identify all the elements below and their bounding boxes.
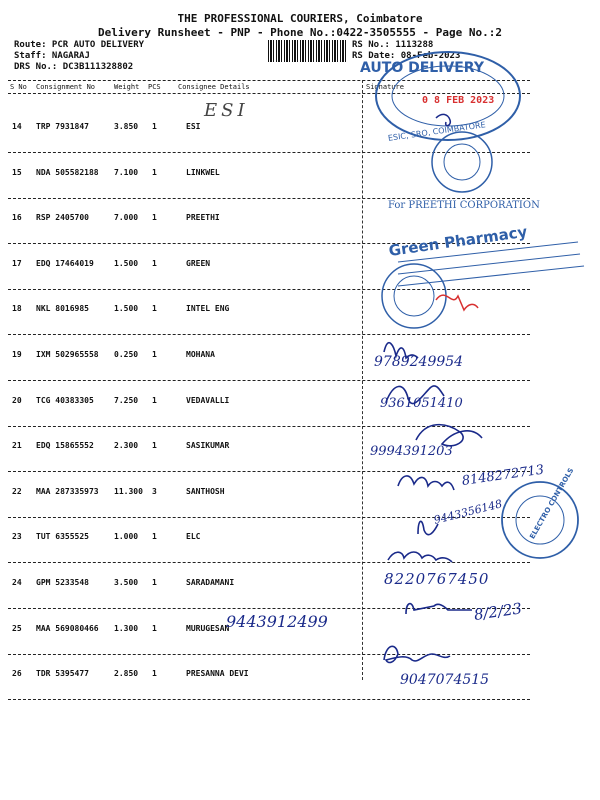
handwritten-phone-21: 9994391203 <box>370 444 453 459</box>
row-separator <box>8 198 530 199</box>
rs-date: RS Date: 08-Feb-2023 <box>352 51 461 61</box>
row-weight: 2.300 <box>114 441 139 450</box>
row-consignee: GREEN <box>186 259 211 268</box>
handwritten-esi: ESI <box>204 100 249 121</box>
handwritten-phone-20: 9361051410 <box>380 396 463 411</box>
preethi-corp-stamp: For PREETHI CORPORATION <box>388 200 540 211</box>
row-pcs: 1 <box>152 213 157 222</box>
row-consignment-no: MAA 569080466 <box>36 624 99 633</box>
row-separator <box>8 699 530 700</box>
route-label: Route: PCR AUTO DELIVERY <box>14 40 145 50</box>
row-weight: 3.850 <box>114 122 139 131</box>
staff-label: Staff: NAGARAJ <box>14 51 90 61</box>
row-consignment-no: TRP 7931847 <box>36 122 89 131</box>
intel-signature-mark <box>436 295 478 310</box>
row-weight: 7.100 <box>114 168 139 177</box>
row-pcs: 1 <box>152 441 157 450</box>
row-weight: 1.500 <box>114 304 139 313</box>
row-consignment-no: EDQ 17464019 <box>36 259 94 268</box>
row-pcs: 1 <box>152 669 157 678</box>
row-pcs: 1 <box>152 168 157 177</box>
received-date-stamp: 0 8 FEB 2023 <box>422 95 495 106</box>
row-consignee: SANTHOSH <box>186 487 225 496</box>
row-consignment-no: TCG 40383305 <box>36 396 94 405</box>
auto-delivery-stamp-text: AUTO DELIVERY <box>360 60 484 76</box>
handwritten-phone-23: 9443356148 <box>432 497 504 527</box>
row-sno: 22 <box>12 487 22 496</box>
row-separator <box>8 289 530 290</box>
row-sno: 14 <box>12 122 22 131</box>
row-separator <box>8 426 530 427</box>
row-consignee: LINKWEL <box>186 168 220 177</box>
row-sno: 18 <box>12 304 22 313</box>
row-pcs: 1 <box>152 259 157 268</box>
row-consignment-no: GPM 5233548 <box>36 578 89 587</box>
row-sno: 25 <box>12 624 22 633</box>
row-sno: 19 <box>12 350 22 359</box>
row-separator <box>8 243 530 244</box>
row-pcs: 1 <box>152 396 157 405</box>
row-separator <box>8 471 530 472</box>
handwritten-phone-26: 9047074515 <box>400 672 490 688</box>
electro-controls-round-stamp <box>502 482 578 558</box>
row-pcs: 1 <box>152 532 157 541</box>
header-rule-top <box>8 80 530 81</box>
row-consignee: SASIKUMAR <box>186 441 230 450</box>
electro-controls-stamp-text: ELECTRO CONTROLS <box>528 466 576 541</box>
barcode <box>268 40 348 62</box>
row-consignment-no: RSP 2405700 <box>36 213 89 222</box>
row-separator <box>8 334 530 335</box>
col-signature: Signature <box>366 83 404 91</box>
intel-round-stamp <box>382 264 446 328</box>
handwritten-date-25: 8/2/23 <box>472 599 524 624</box>
drs-number: DRS No.: DC3B111328802 <box>14 62 134 72</box>
row-pcs: 3 <box>152 487 157 496</box>
row-consignee: PRESANNA DEVI <box>186 669 249 678</box>
row-consignee: MURUGESAN <box>186 624 230 633</box>
row-consignment-no: NDA 505582188 <box>36 168 99 177</box>
row-consignee: MOHANA <box>186 350 215 359</box>
handwritten-phone-19: 9789249954 <box>374 354 464 370</box>
row-sno: 24 <box>12 578 22 587</box>
row-weight: 1.000 <box>114 532 139 541</box>
row-consignee: SARADAMANI <box>186 578 235 587</box>
row-separator <box>8 562 530 563</box>
row-consignee: PREETHI <box>186 213 220 222</box>
signature-scribbles <box>384 343 482 663</box>
row-separator <box>8 654 530 655</box>
col-weight: Weight <box>114 83 140 91</box>
row-consignment-no: TDR 5395477 <box>36 669 89 678</box>
row-sno: 20 <box>12 396 22 405</box>
row-separator <box>8 152 530 153</box>
rs-number: RS No.: 1113288 <box>352 40 434 50</box>
row-consignment-no: TUT 6355525 <box>36 532 89 541</box>
green-pharmacy-stamp: Green Pharmacy <box>387 222 529 260</box>
row-pcs: 1 <box>152 578 157 587</box>
page-subtitle: Delivery Runsheet - PNP - Phone No.:0422-3505555 - Page No.:2 <box>98 26 502 39</box>
row-consignee: INTEL ENG <box>186 304 230 313</box>
row-sno: 21 <box>12 441 22 450</box>
row-pcs: 1 <box>152 304 157 313</box>
row-sno: 23 <box>12 532 22 541</box>
row-weight: 0.250 <box>114 350 139 359</box>
row-consignee: VEDAVALLI <box>186 396 230 405</box>
handwritten-phone-22: 8148272713 <box>460 462 545 489</box>
green-pharmacy-address-lines <box>398 242 584 286</box>
row-weight: 1.500 <box>114 259 139 268</box>
row-separator <box>8 380 530 381</box>
row-pcs: 1 <box>152 624 157 633</box>
row-consignment-no: NKL 8016985 <box>36 304 89 313</box>
row-weight: 2.850 <box>114 669 139 678</box>
row-sno: 17 <box>12 259 22 268</box>
row-consignment-no: EDQ 15865552 <box>36 441 94 450</box>
row-consignment-no: IXM 502965558 <box>36 350 99 359</box>
handwritten-phone-24: 8220767450 <box>384 570 490 588</box>
header-rule-bottom <box>8 93 530 94</box>
col-consignee: Consignee Details <box>178 83 250 91</box>
col-consignment: Consignment No <box>36 83 96 91</box>
row-weight: 7.250 <box>114 396 139 405</box>
row-consignee: ELC <box>186 532 201 541</box>
page-title: THE PROFESSIONAL COURIERS, Coimbatore <box>177 12 423 25</box>
linkwel-round-stamp <box>432 132 492 192</box>
esic-round-stamp <box>376 52 520 140</box>
handwritten-phone-25: 9443912499 <box>226 612 328 631</box>
row-weight: 7.000 <box>114 213 139 222</box>
row-sno: 15 <box>12 168 22 177</box>
row-sno: 26 <box>12 669 22 678</box>
esic-stamp-text: ESIC, SRO, COIMBATORE <box>387 120 487 143</box>
col-pcs: PCS <box>148 83 161 91</box>
row-pcs: 1 <box>152 122 157 131</box>
row-consignee: ESI <box>186 122 201 131</box>
row-weight: 1.300 <box>114 624 139 633</box>
row-separator <box>8 608 530 609</box>
row-consignment-no: MAA 287335973 <box>36 487 99 496</box>
row-weight: 3.500 <box>114 578 139 587</box>
col-sno: S No <box>10 83 27 91</box>
row-weight: 11.300 <box>114 487 143 496</box>
row-pcs: 1 <box>152 350 157 359</box>
row-sno: 16 <box>12 213 22 222</box>
